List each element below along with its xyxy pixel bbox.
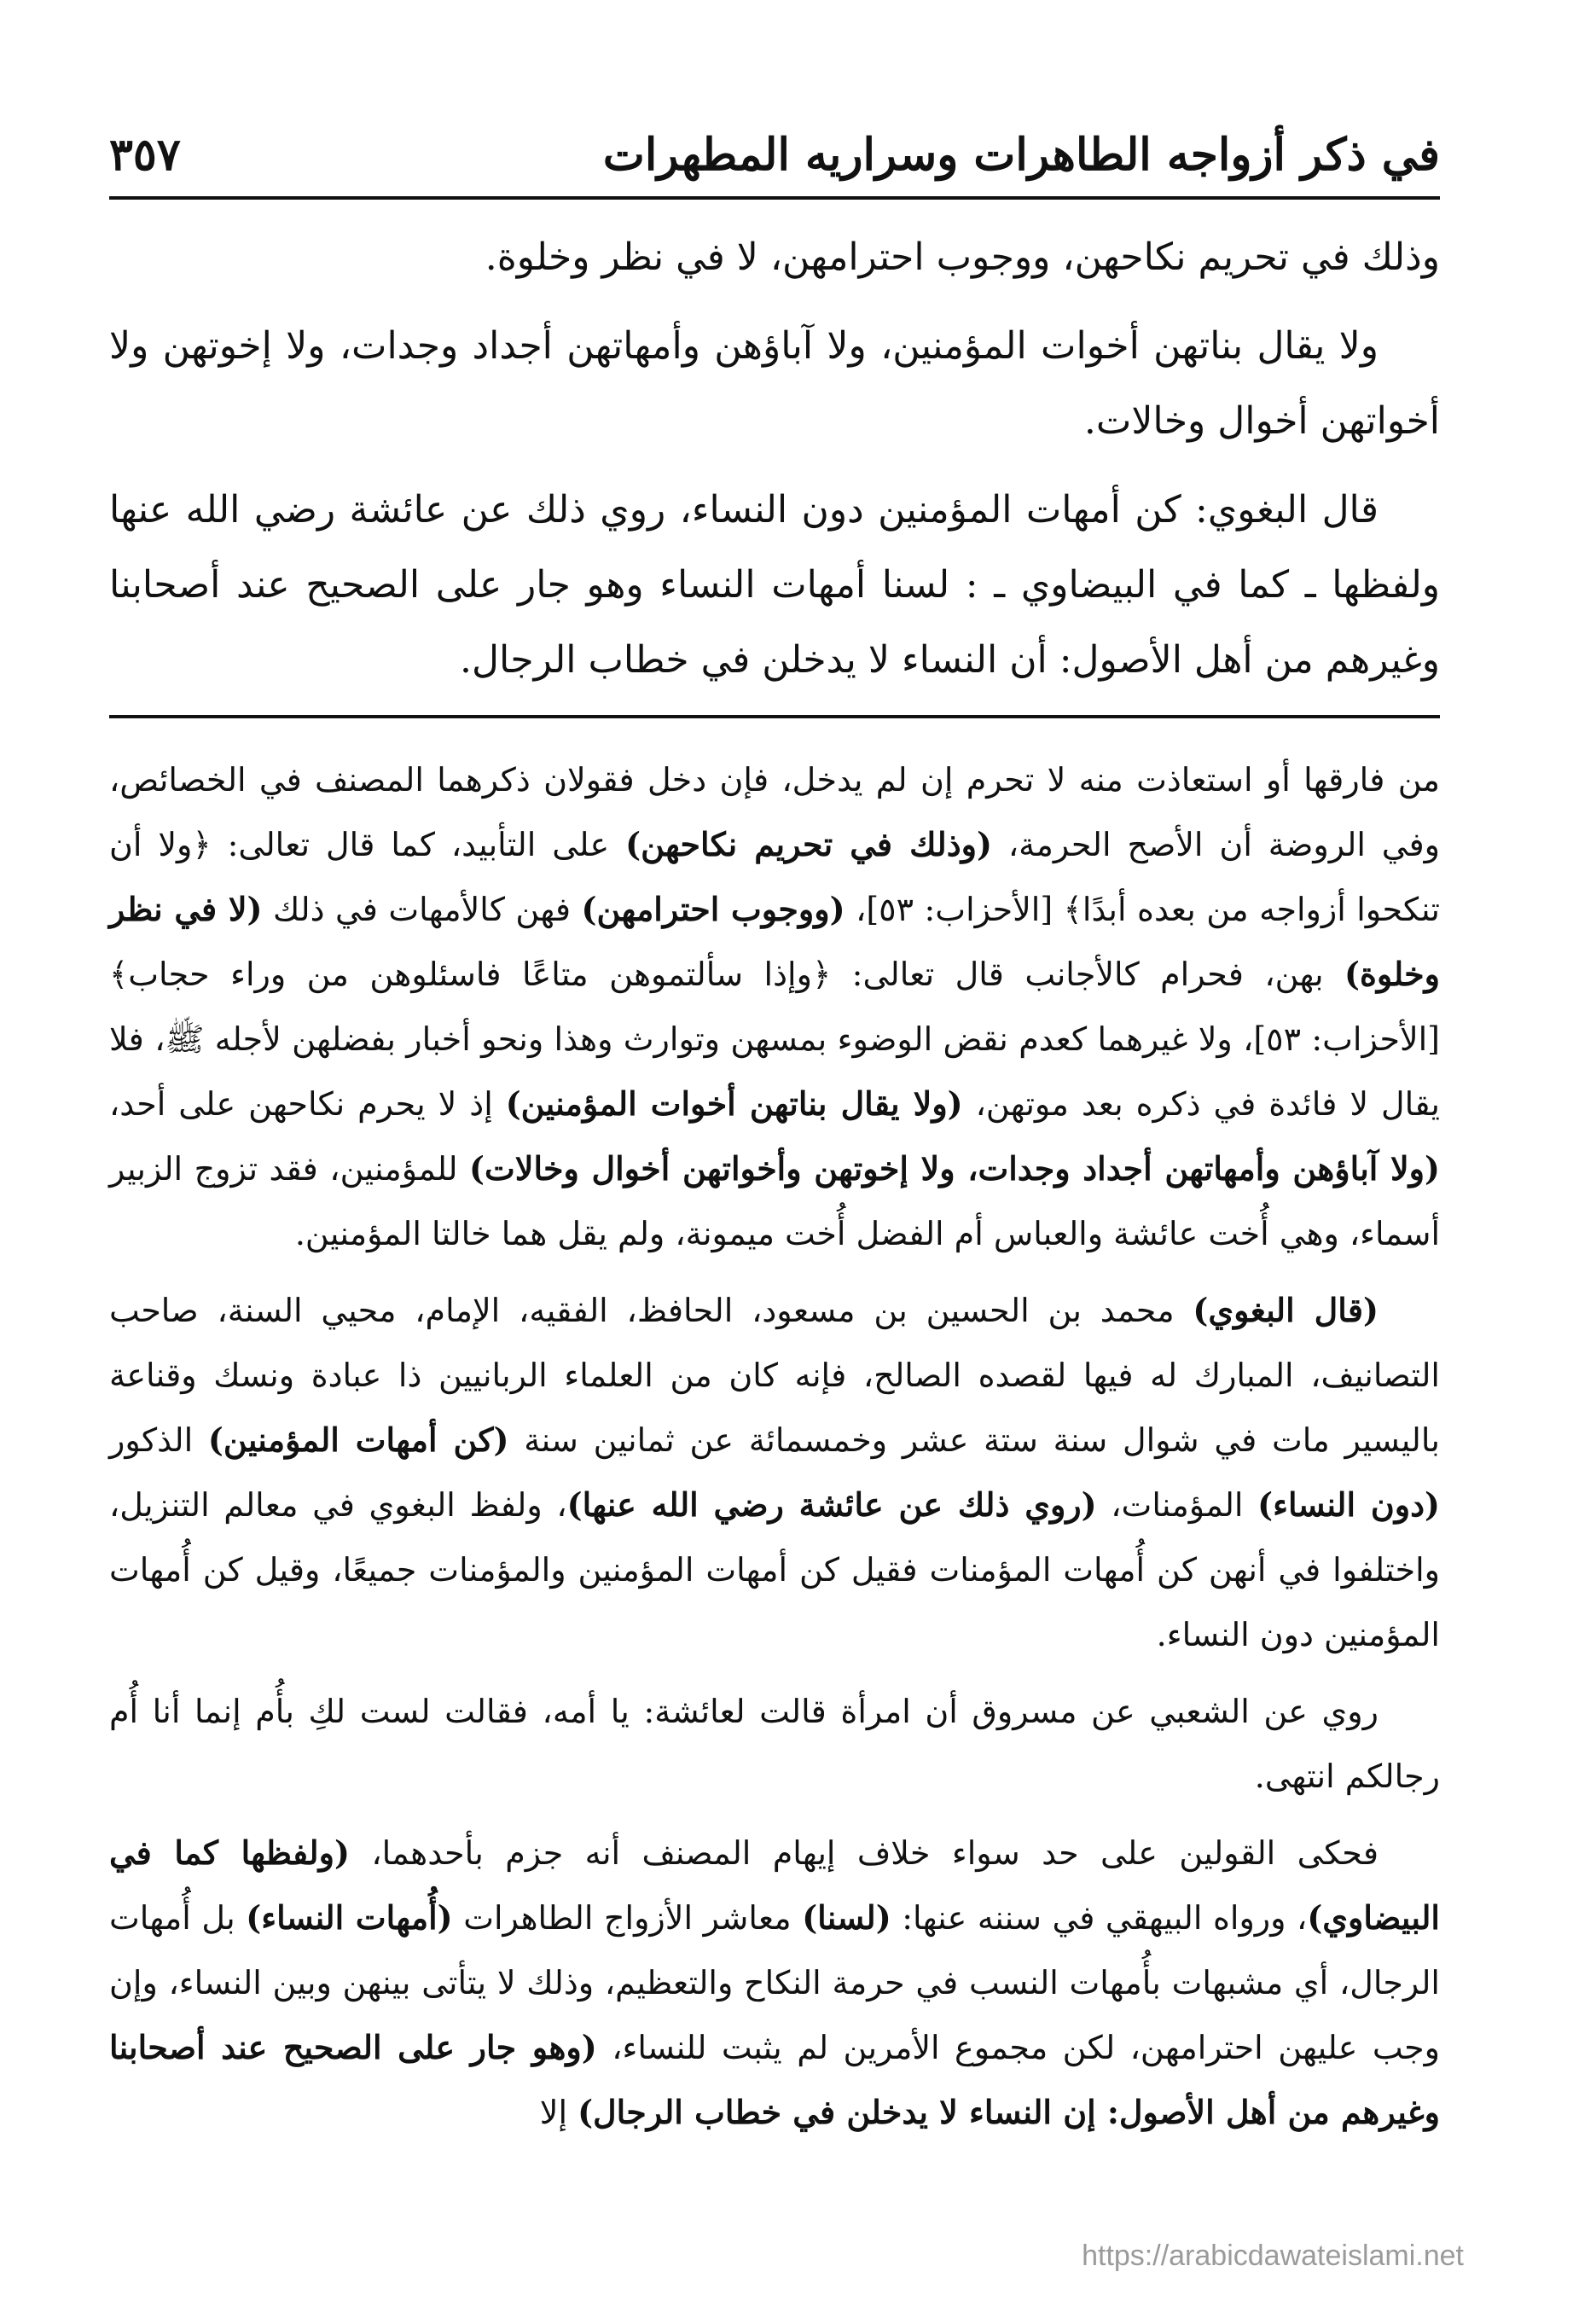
header-divider — [109, 196, 1440, 200]
commentary-text: محمد بن الحسين بن مسعود، الحافظ، الفقيه، الإمام، محيي السنة، صاحب التصانيف، المبارك له فيها لقصده الصالح، فإنه كان من العلماء الربانيين ذا عبادة ونسك وقناعة باليسير مات في شوال سنة ستة عشر وخمسمائة عن ثمانين سنة — [109, 1292, 1441, 1459]
quoted-main-text: (وذلك في تحريم نكاحهن) — [625, 825, 992, 863]
quoted-main-text: (لسنا) — [802, 1898, 891, 1937]
commentary-text: فهن كالأمهات في ذلك — [262, 891, 582, 928]
commentary-paragraph — [109, 1821, 1440, 2145]
quoted-main-text: (دون النساء) — [1257, 1485, 1440, 1524]
chapter-title: في ذكر أزواجه الطاهرات وسراريه المطهرات — [602, 128, 1440, 181]
commentary-text: ، ولفظ البغوي في معالم التنزيل، واختلفوا في أنهن كن أُمهات المؤمنات فقيل كن أمهات المؤمنين والمؤمنات جميعًا، وقيل كن أُمهات المؤمنين دون النساء. — [109, 1486, 1440, 1653]
commentary-text: فحكى القولين على حد سواء خلاف إيهام المصنف أنه جزم بأحدهما، — [349, 1834, 1379, 1872]
main-text — [109, 220, 1440, 698]
quoted-main-text: (كن أمهات المؤمنين) — [207, 1421, 509, 1459]
quoted-main-text: (ولا آباؤهن وأمهاتهن أجداد وجدات، ولا إخوتهن وأخواتهن أخوال وخالات) — [469, 1149, 1440, 1188]
quoted-main-text: (لا في نظر وخلوة) — [109, 890, 1440, 993]
page-number: ٣٥٧ — [109, 128, 181, 181]
quoted-main-text: (روي ذلك عن عائشة رضي الله عنها) — [566, 1485, 1097, 1524]
commentary-text: المؤمنات، — [1096, 1486, 1258, 1524]
quoted-main-text: (أُمهات النساء) — [246, 1898, 453, 1937]
quoted-main-text: (ولفظها كما في البيضاوي) — [109, 1833, 1440, 1937]
commentary-text: على التأبيد، كما قال تعالى: ﴿ولا أن تنكحوا أزواجه من بعده أبدًا﴾ [الأحزاب: ٥٣]، — [109, 826, 1441, 928]
quoted-main-text: (ووجوب احترامهن) — [581, 890, 845, 928]
commentary-paragraph — [109, 747, 1440, 1266]
commentary-text: إلا — [539, 2094, 578, 2131]
commentary-text: روي عن الشعبي عن مسروق أن امرأة قالت لعائشة: يا أمه، فقالت لست لكِ بأُم إنما أنا أُم رجالكم انتهى. — [109, 1693, 1440, 1795]
commentary-text: معاشر الأزواج الطاهرات — [452, 1899, 803, 1937]
commentary-text: ، ورواه البيهقي في سننه عنها: — [891, 1899, 1308, 1937]
commentary-text: بل أُمهات الرجال، أي مشبهات بأُمهات النسب في حرمة النكاح والتعظيم، وذلك لا يتأتى بينهن وبين النساء، وإن وجب عليهن احترامهن، لكن مجموع الأمرين لم يثبت للنساء، — [109, 1899, 1441, 2066]
commentary-paragraph — [109, 1278, 1440, 1667]
running-header — [109, 94, 1440, 179]
main-text-paragraph: ولا يقال بناتهن أخوات المؤمنين، ولا آباؤهن وأمهاتهن أجداد وجدات، ولا إخوتهن ولا أخواتهن أخوال وخالات. — [109, 324, 1440, 443]
book-page — [109, 94, 1440, 2295]
commentary-text: للمؤمنين، فقد تزوج الزبير أسماء، وهي أُخت عائشة والعباس أم الفضل أُخت ميمونة، ولم يقل هما خالتا المؤمنين. — [109, 1150, 1440, 1252]
main-text-paragraph: وذلك في تحريم نكاحهن، ووجوب احترامهن، لا في نظر وخلوة. — [485, 235, 1440, 279]
commentary-text: بهن، فحرام كالأجانب قال تعالى: ﴿وإذا سألتموهن متاعًا فاسئلوهن من وراء حجاب﴾ [الأحزاب: ٥٣]، ولا غيرهما كعدم نقض الوضوء بمسهن وتوارث وهذا ونحو أخبار بفضلهن لأجله ﷺ، فلا يقال لا فائدة في ذكره بعد موتهن، — [109, 956, 1440, 1123]
quoted-main-text: (قال البغوي) — [1193, 1291, 1379, 1329]
commentary-text: إذ لا يحرم نكاحهن على أحد، — [109, 1085, 506, 1123]
watermark-url: https://arabicdawateislami.net — [1082, 2240, 1464, 2272]
main-text-paragraph: قال البغوي: كن أمهات المؤمنين دون النساء، روي ذلك عن عائشة رضي الله عنها ولفظها ـ كما في البيضاوي ـ : لسنا أمهات النساء وهو جار على الصحيح عند أصحابنا وغيرهم من أهل الأصول: أن النساء لا يدخلن في خطاب الرجال. — [109, 488, 1440, 682]
commentary-divider — [109, 715, 1440, 718]
quoted-main-text: (وهو جار على الصحيح عند أصحابنا وغيرهم من أهل الأصول: إن النساء لا يدخلن في خطاب الرجال) — [109, 2028, 1440, 2131]
quoted-main-text: (ولا يقال بناتهن أخوات المؤمنين) — [505, 1084, 963, 1123]
commentary-paragraph — [109, 1679, 1440, 1809]
commentary-text: الذكور — [109, 1421, 208, 1459]
commentary-text: من فارقها أو استعاذت منه لا تحرم إن لم يدخل، فإن دخل فقولان ذكرهما المصنف في الخصائص، وفي الروضة أن الأصح الحرمة، — [109, 761, 1440, 863]
commentary — [109, 747, 1440, 2145]
